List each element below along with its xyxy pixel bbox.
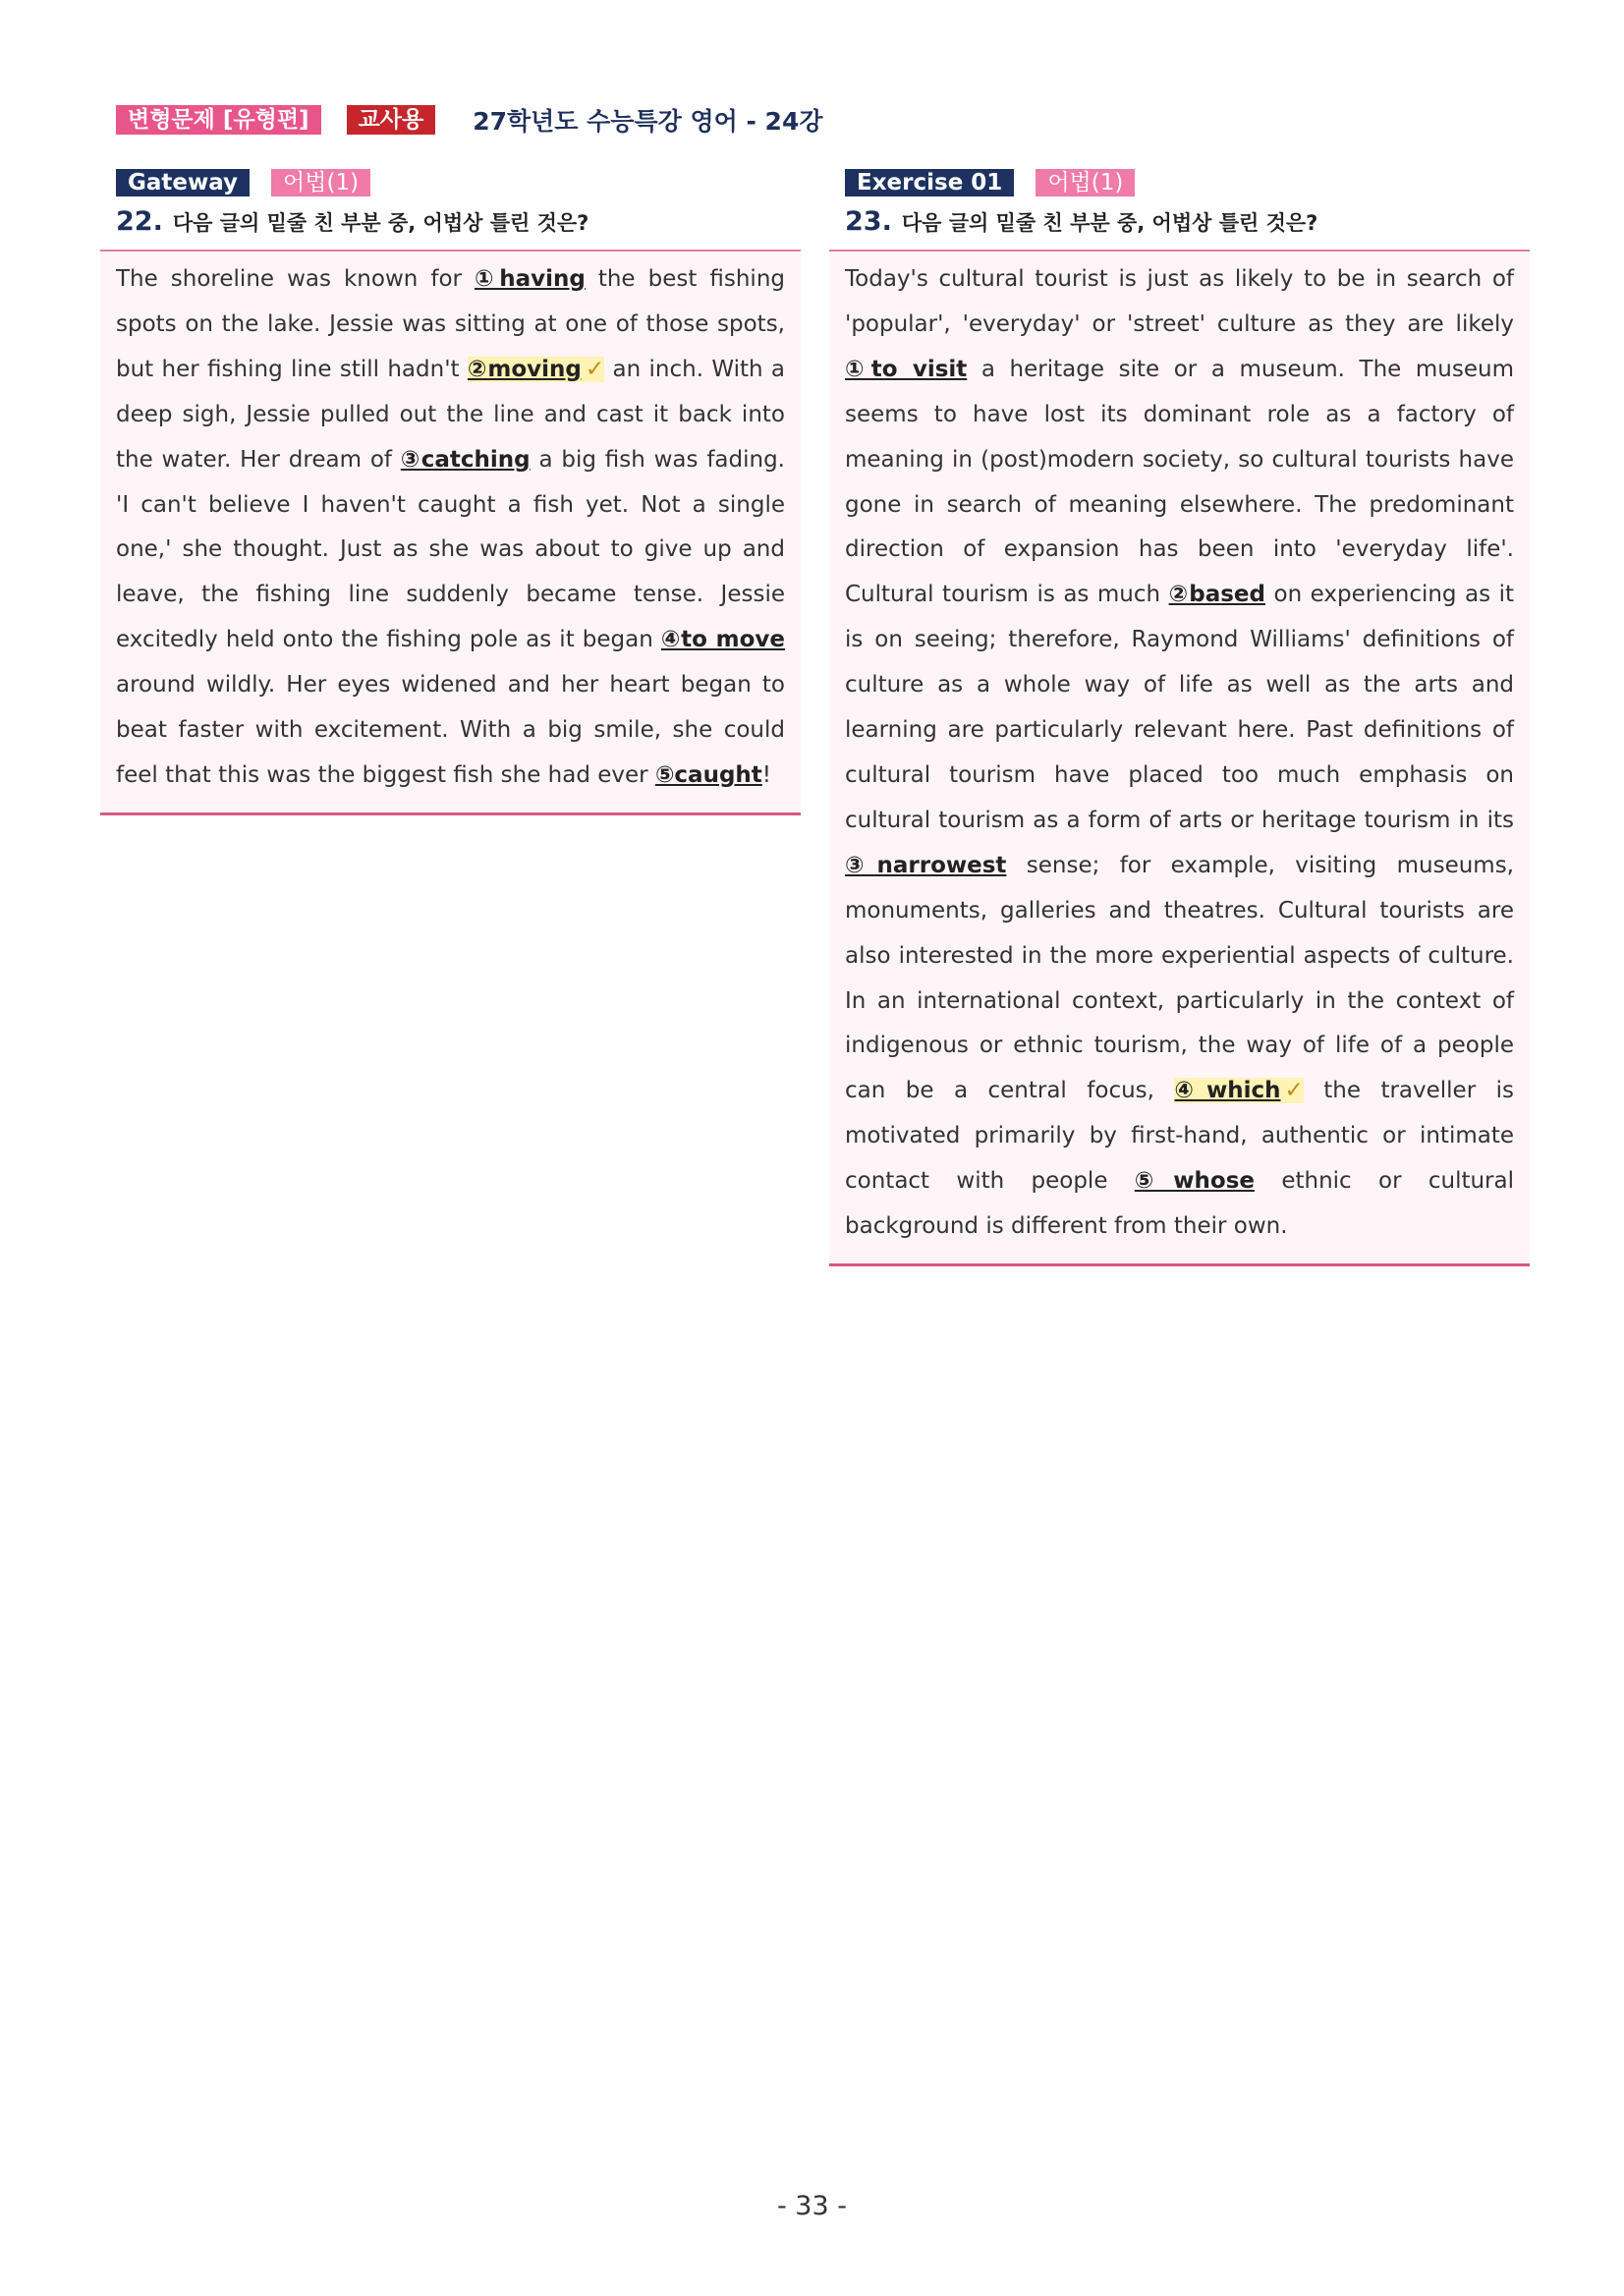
- type-label: 어법(1): [1036, 169, 1135, 196]
- question-text: 다음 글의 밑줄 친 부분 중, 어법상 틀린 것은?: [901, 211, 1318, 235]
- choice-3: ③narrowest: [845, 852, 1007, 878]
- question-number: 23.: [845, 206, 892, 237]
- question-title: [845, 206, 1530, 244]
- type-label: 어법(1): [271, 169, 370, 196]
- page-header: [116, 102, 823, 138]
- question-22: [100, 169, 801, 815]
- choice-2: ②based: [1168, 582, 1265, 608]
- section-label: Exercise 01: [845, 169, 1014, 196]
- answer-highlight: [468, 357, 604, 382]
- question-number: 22.: [116, 206, 163, 237]
- passage-text: the best fishing spots on the lake. Jessie was sitting at one of those spots, but her fishing line still hadn't: [116, 266, 785, 382]
- choice-5: ⑤whose: [1134, 1168, 1255, 1195]
- passage: [845, 257, 1514, 1250]
- choice-1: ①having: [475, 266, 586, 292]
- section-label: Gateway: [116, 169, 250, 196]
- passage-text: !: [761, 761, 772, 788]
- passage-text: the traveller is motivated primarily by first-hand, authentic or intimate contact with people: [845, 1078, 1514, 1195]
- choice-4: ④to move: [660, 627, 785, 653]
- passage-box: [100, 250, 801, 815]
- question-title: [116, 206, 801, 244]
- passage-text: sense; for example, visiting museums, monuments, galleries and theatres. Cultural tourists are also interested in the more experiential aspects of culture. In an international context, particularly in the context of indigenous or ethnic tourism, the way of life of a people can be a central focus,: [845, 852, 1514, 1104]
- choice-4: ④which: [1174, 1078, 1281, 1104]
- category-tag: 변형문제 [유형편]: [116, 105, 321, 135]
- passage-text: a big fish was fading. 'I can't believe I haven't caught a fish yet. Not a single one,' she thought. Just as she was about to give up and leave, the fishing line suddenly became tense. Jessie excitedly held onto the fishing pole as it began: [116, 446, 785, 653]
- passage-text: The shoreline was known for: [116, 266, 476, 292]
- choice-3: ③catching: [400, 446, 531, 473]
- passage: [116, 257, 785, 799]
- page-number: - 33 -: [776, 2191, 847, 2221]
- answer-highlight: [1174, 1078, 1303, 1103]
- choice-2: ②moving: [467, 356, 582, 382]
- teacher-tag: 교사용: [347, 105, 436, 135]
- check-icon: ✓: [585, 356, 605, 382]
- passage-text: on experiencing as it is on seeing; therefore, Raymond Williams' definitions of culture as a whole way of life as well as the arts and learning are particularly relevant here. Past definitions of cultural tourism have placed too much emphasis on cultural tourism as a form of arts or heritage tourism in its: [845, 582, 1514, 833]
- question-labels: [845, 169, 1530, 196]
- passage-text: ethnic or cultural background is different from their own.: [845, 1168, 1515, 1240]
- choice-1: ①to visit: [845, 356, 968, 382]
- passage-text: an inch. With a deep sigh, Jessie pulled out the line and cast it back into the water. Her dream of: [116, 356, 785, 473]
- header-title: 27학년도 수능특강 영어 - 24강: [473, 107, 823, 136]
- question-text: 다음 글의 밑줄 친 부분 중, 어법상 틀린 것은?: [172, 211, 589, 235]
- passage-text: around wildly. Her eyes widened and her heart began to beat faster with excitement. With a big smile, she could feel that this was the biggest fish she had ever: [116, 672, 785, 788]
- check-icon: ✓: [1284, 1078, 1304, 1104]
- passage-text: Today's cultural tourist is just as likely to be in search of 'popular', 'everyday' or 'street' culture as they are likely: [845, 266, 1514, 337]
- question-labels: [116, 169, 801, 196]
- choice-5: ⑤caught: [654, 761, 762, 788]
- passage-box: [829, 250, 1530, 1266]
- question-23: [829, 169, 1530, 1266]
- passage-text: a heritage site or a museum. The museum seems to have lost its dominant role as a factory of meaning in (post)modern society, so cultural tourists have gone in search of meaning elsewhere. The predominant direction of expansion has been into 'everyday life'. Cultural tourism is as much: [845, 356, 1514, 608]
